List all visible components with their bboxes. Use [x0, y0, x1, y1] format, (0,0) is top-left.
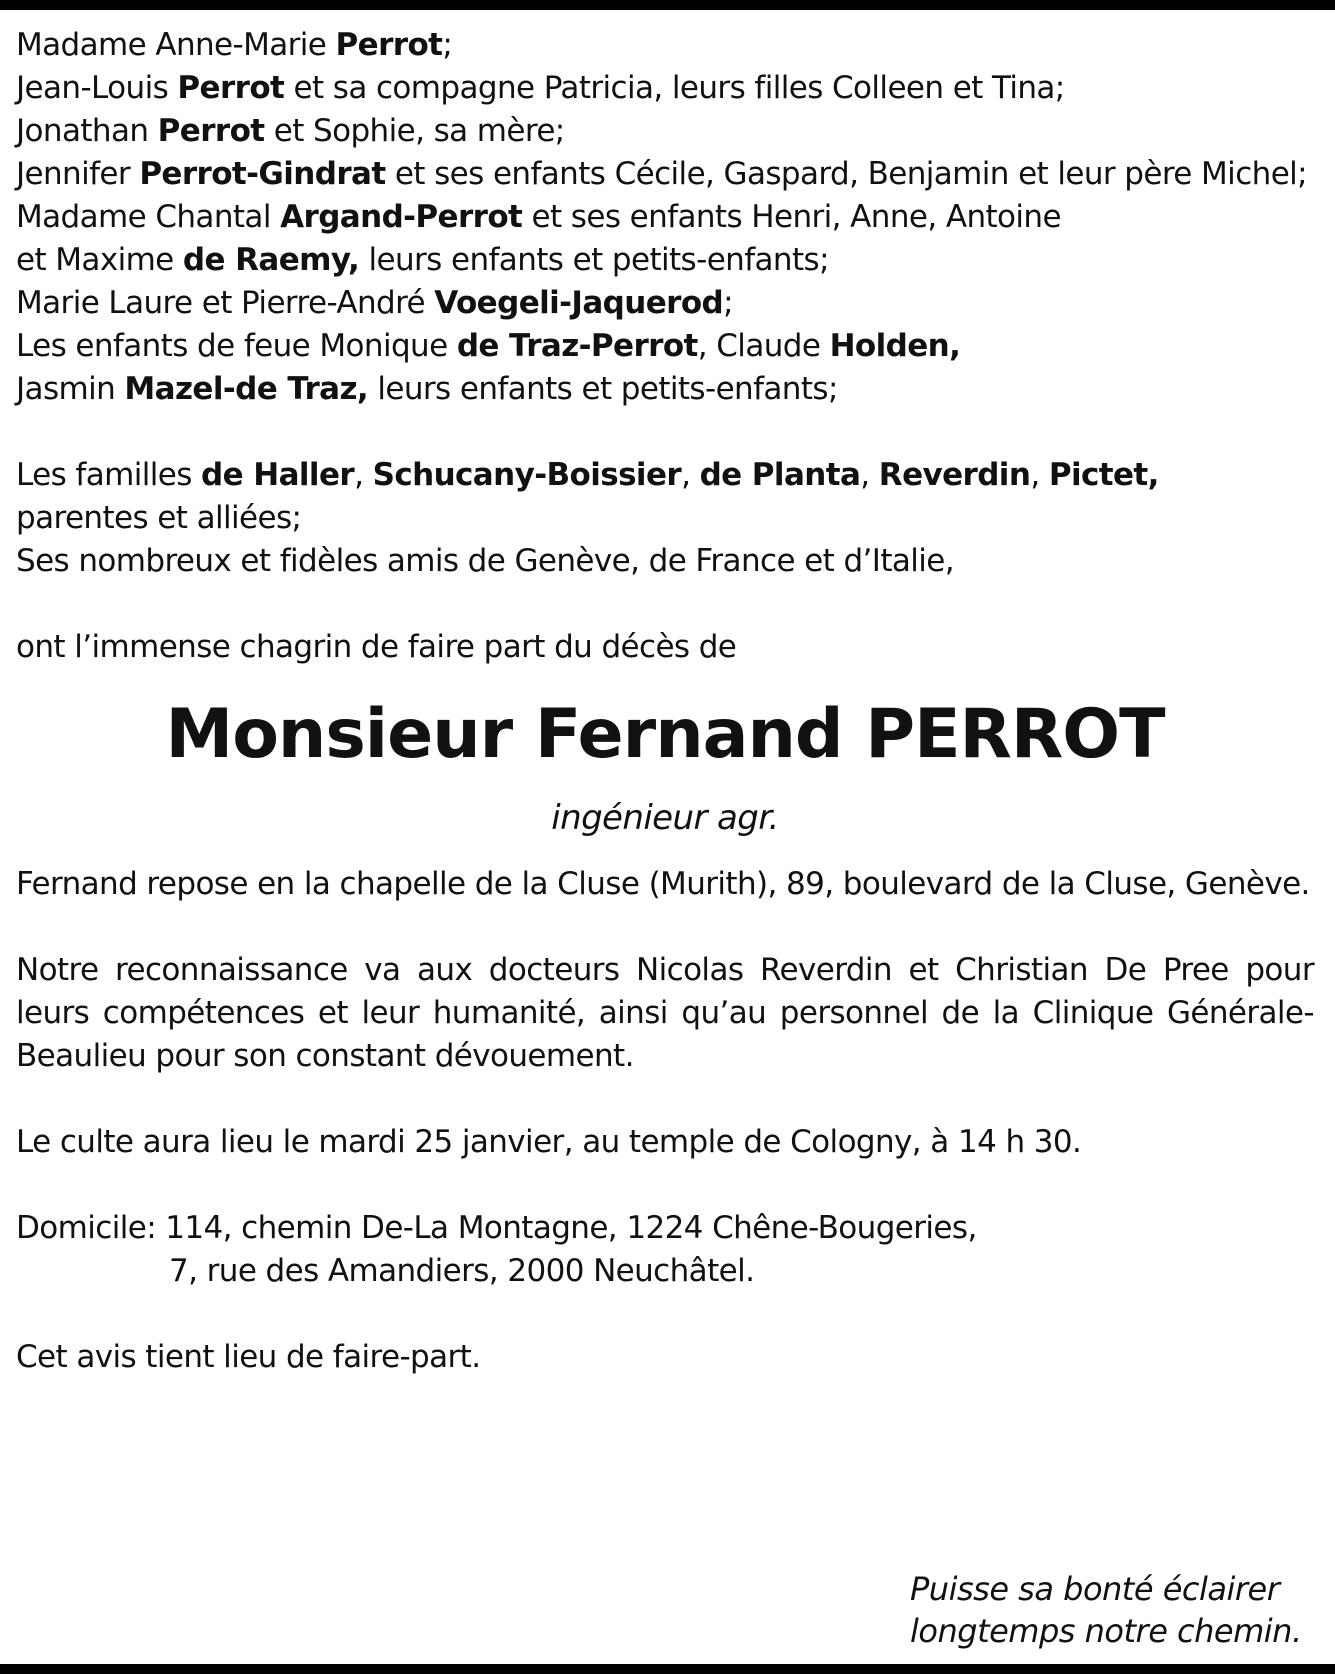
family-line: Jasmin Mazel-de Traz, leurs enfants et petits-enfants;: [16, 371, 838, 407]
spacer: [16, 583, 1314, 626]
friends-line: Ses nombreux et fidèles amis de Genève, de France et d’Italie,: [16, 543, 955, 579]
family-line: Jonathan Perrot et Sophie, sa mère;: [16, 113, 565, 149]
thanks-paragraph: Notre reconnaissance va aux docteurs Nicolas Reverdin et Christian De Pree pour leurs compétences et leur humanité, ainsi qu’au personnel de la Clinique Générale-Beaulieu pour son constant dévouement.: [16, 952, 1314, 1074]
obituary-body: [16, 24, 1314, 1379]
family-line: Jennifer Perrot-Gindrat et ses enfants Cécile, Gaspard, Benjamin et leur père Michel;: [16, 156, 1308, 192]
rest-location: Fernand repose en la chapelle de la Cluse (Murith), 89, boulevard de la Cluse, Genève.: [16, 866, 1310, 902]
family-line: Marie Laure et Pierre-André Voegeli-Jaquerod;: [16, 285, 734, 321]
family-line: Les enfants de feue Monique de Traz-Perrot, Claude Holden,: [16, 328, 961, 364]
relatives-line: parentes et alliées;: [16, 500, 302, 536]
domicile-line-2: 7, rue des Amandiers, 2000 Neuchâtel.: [169, 1253, 755, 1289]
family-line: Madame Chantal Argand-Perrot et ses enfants Henri, Anne, Antoine: [16, 199, 1061, 235]
domicile-label: Domicile:: [16, 1210, 166, 1246]
family-line: Madame Anne-Marie Perrot;: [16, 27, 453, 63]
spacer: [16, 906, 1314, 949]
family-list: [16, 24, 1314, 411]
top-rule: [0, 0, 1335, 10]
closing-quote: Puisse sa bonté éclairer longtemps notre chemin.: [910, 1570, 1302, 1650]
announcement: ont l’immense chagrin de faire part du décès de: [16, 629, 737, 665]
family-line: Jean-Louis Perrot et sa compagne Patricia, leurs filles Colleen et Tina;: [16, 70, 1065, 106]
profession: ingénieur agr.: [551, 798, 779, 838]
family-line: et Maxime de Raemy, leurs enfants et petits-enfants;: [16, 242, 829, 278]
domicile-line-1: Domicile: 114, chemin De-La Montagne, 1224 Chêne-Bougeries,: [16, 1210, 977, 1246]
bottom-rule: [0, 1664, 1335, 1674]
deceased-name: Monsieur Fernand PERROT: [165, 695, 1165, 774]
service-info: Le culte aura lieu le mardi 25 janvier, au temple de Cologny, à 14 h 30.: [16, 1124, 1082, 1160]
spacer: [16, 1293, 1314, 1336]
spacer: [16, 411, 1314, 454]
domicile-block: [16, 1207, 1314, 1293]
spacer: [16, 843, 1314, 863]
spacer: [16, 1164, 1314, 1207]
spacer: [16, 1078, 1314, 1121]
notice-line: Cet avis tient lieu de faire-part.: [16, 1339, 481, 1375]
families-line: Les familles de Haller, Schucany-Boissier, de Planta, Reverdin, Pictet,: [16, 457, 1159, 493]
